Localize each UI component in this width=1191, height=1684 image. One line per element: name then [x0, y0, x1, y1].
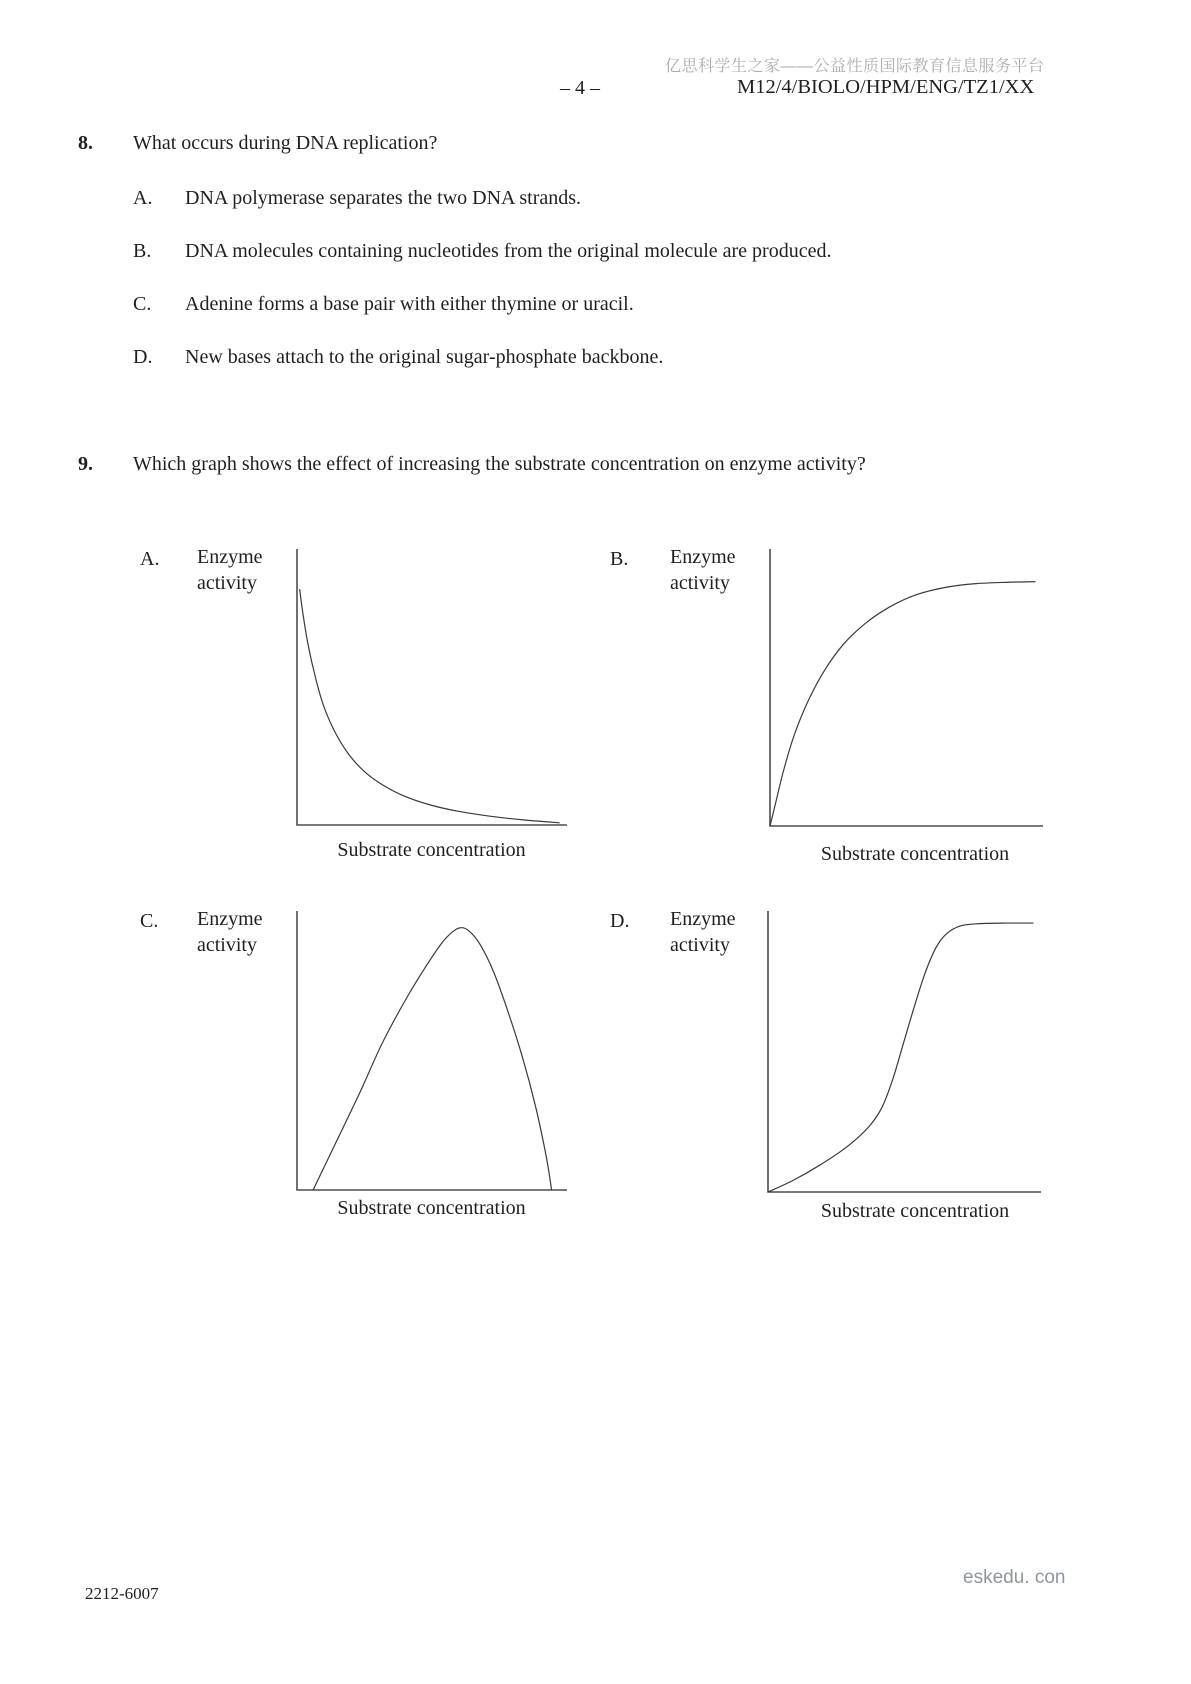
- graph-d-ylabel: [670, 906, 736, 958]
- graph-a-plot: [296, 549, 567, 826]
- option-8b-letter: B.: [133, 240, 152, 262]
- option-8d-text: New bases attach to the original sugar-phosphate backbone.: [185, 346, 664, 368]
- graph-a-xlabel: Substrate concentration: [337, 839, 526, 861]
- question-8-text: What occurs during DNA replication?: [133, 132, 438, 154]
- option-8d-letter: D.: [133, 346, 153, 368]
- paper-code: M12/4/BIOLO/HPM/ENG/TZ1/XX: [737, 76, 1035, 98]
- graph-c-ylabel-line2: activity: [197, 934, 257, 956]
- graph-d-ylabel-line2: activity: [670, 934, 730, 956]
- graph-b-ylabel: [670, 544, 736, 596]
- option-8a-text: DNA polymerase separates the two DNA strands.: [185, 187, 582, 209]
- footer-watermark: eskedu. con: [963, 1567, 1066, 1588]
- graph-d-ylabel-line1: Enzyme: [670, 908, 736, 930]
- option-8a-letter: A.: [133, 187, 153, 209]
- graph-b-ylabel-line1: Enzyme: [670, 546, 736, 568]
- page-number: – 4 –: [560, 77, 600, 99]
- header-watermark: 亿思科学生之家——公益性质国际教育信息服务平台: [665, 58, 1045, 75]
- graph-c-letter: C.: [140, 910, 159, 932]
- graph-b-xlabel: Substrate concentration: [820, 843, 1010, 865]
- footer-code: 2212-6007: [85, 1584, 159, 1603]
- graph-d-letter: D.: [610, 910, 630, 932]
- graph-a-ylabel: [197, 544, 263, 596]
- graph-a-ylabel-line1: Enzyme: [197, 546, 263, 568]
- option-8c-letter: C.: [133, 293, 152, 315]
- graph-c-plot: [296, 911, 567, 1191]
- graph-a-letter: A.: [140, 548, 160, 570]
- question-9-text: Which graph shows the effect of increasing the substrate concentration on enzyme activity?: [133, 453, 866, 475]
- question-9-number: 9.: [78, 453, 93, 475]
- graph-c-ylabel: [197, 906, 263, 958]
- graph-b-ylabel-line2: activity: [670, 572, 730, 594]
- graph-d-plot: [767, 911, 1041, 1193]
- graph-c-ylabel-line1: Enzyme: [197, 908, 263, 930]
- question-8-number: 8.: [78, 132, 93, 154]
- graph-b-plot: [769, 549, 1043, 827]
- option-8b-text: DNA molecules containing nucleotides from the original molecule are produced.: [185, 240, 832, 262]
- graph-a-ylabel-line2: activity: [197, 572, 257, 594]
- graph-c-xlabel: Substrate concentration: [337, 1197, 526, 1219]
- graph-d-xlabel: Substrate concentration: [820, 1200, 1010, 1222]
- graph-b-letter: B.: [610, 548, 629, 570]
- option-8c-text: Adenine forms a base pair with either thymine or uracil.: [185, 293, 634, 315]
